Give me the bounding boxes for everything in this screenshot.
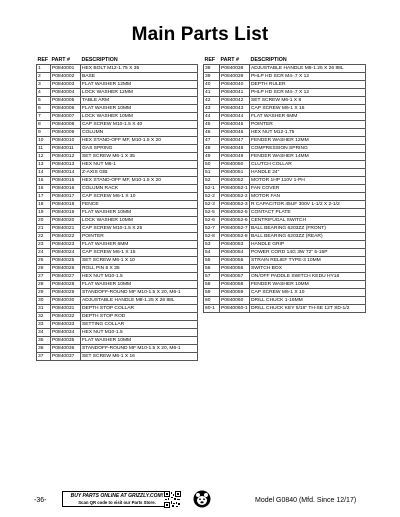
ref-cell: 39 (204, 73, 220, 81)
table-row (204, 265, 366, 273)
part-number-cell: P0840033 (51, 321, 81, 329)
description-cell: SET SCREW M6-1 X 8 (250, 97, 366, 105)
ref-cell: 40 (204, 81, 220, 89)
description-cell: CAP SCREW M10-1.5 X 40 (81, 121, 198, 129)
description-cell: BALL BEARING 6203ZZ (REAR) (250, 233, 366, 241)
description-header: DESCRIPTION (250, 57, 287, 63)
table-row (37, 185, 198, 193)
table-row (37, 281, 198, 289)
description-header: DESCRIPTION (81, 57, 118, 63)
ref-cell: 59 (204, 289, 220, 297)
table-row (37, 265, 198, 273)
description-cell: POWER CORD 14G 3W 72" 5-15P (250, 249, 366, 257)
table-row (37, 121, 198, 129)
description-cell: SET SCREW M6-1 X 16 (81, 353, 198, 361)
part-number-cell: P0840010 (51, 137, 81, 145)
ref-cell: 50 (204, 161, 220, 169)
part-number-cell: P0840021 (51, 225, 81, 233)
description-cell: HEX STAND-OFF MF, M10-1.5 X 20 (81, 137, 198, 145)
ref-cell: 13 (37, 161, 51, 169)
table-row (37, 177, 198, 185)
model-label: Model G0840 (Mfd. Since 12/17) (255, 497, 357, 504)
part-number-cell: P0840050 (220, 161, 250, 169)
part-number-cell: P0840004 (51, 89, 81, 97)
description-cell: HEX NUT M6-1 (81, 161, 198, 169)
description-cell: LOCK WASHER 12MM (81, 89, 198, 97)
part-number-cell: P0840032 (51, 313, 81, 321)
table-row (204, 241, 366, 249)
table-row (37, 321, 198, 329)
table-row (37, 273, 198, 281)
part-number-cell: P0840003 (51, 81, 81, 89)
table-row (37, 209, 198, 217)
table-row (37, 193, 198, 201)
description-cell: HEX STAND-OFF MF, M10-1.5 X 20 (81, 177, 198, 185)
part-number-cell: P0840023 (51, 241, 81, 249)
description-cell: DEPTH STOP ROD (81, 313, 198, 321)
ref-cell: 52-8 (204, 233, 220, 241)
description-cell: FLAT WASHER 6MM (250, 113, 366, 121)
part-number-cell: P0840019 (51, 209, 81, 217)
ref-cell: 54 (204, 249, 220, 257)
ref-cell: 52-2 (204, 193, 220, 201)
table-row (204, 289, 366, 297)
part-number-cell: P0840060-1 (221, 306, 248, 311)
part-number-cell: P0840056 (220, 265, 250, 273)
part-number-cell: P0840041 (220, 89, 250, 97)
part-number-cell: P0840011 (51, 145, 81, 153)
table-row (37, 129, 198, 137)
description-cell: TABLE ARM (81, 97, 198, 105)
part-number-cell: P0840052-1 (221, 186, 248, 191)
part-number-cell: P0840058 (220, 281, 250, 289)
part-number-cell: P0840025 (51, 257, 81, 265)
table-row (37, 249, 198, 257)
table-row (204, 209, 366, 217)
description-cell: HANDLE GRIP (250, 241, 366, 249)
table-row (37, 241, 198, 249)
ref-cell: 52-3 (204, 201, 220, 209)
table-row (204, 297, 366, 305)
description-cell: MOTOR 1HP 110V 1-PH (250, 177, 366, 185)
part-number-cell: P0840060 (220, 297, 250, 305)
part-number-cell: P0840059 (220, 289, 250, 297)
table-row (37, 225, 198, 233)
table-row (204, 233, 366, 241)
part-number-cell: P0840052-2 (221, 194, 248, 199)
ref-cell: 6 (37, 105, 51, 113)
part-number-cell: P0840002 (51, 73, 81, 81)
part-number-cell: P0840052-3 (221, 202, 248, 207)
ref-cell: 28 (37, 281, 51, 289)
ref-header: REF (204, 57, 216, 63)
description-cell: CONTACT PLATE (250, 209, 366, 217)
ref-cell: 18 (37, 201, 51, 209)
ref-cell: 57 (204, 273, 220, 281)
ref-cell: 15 (37, 177, 51, 185)
part-number-cell: P0840044 (220, 113, 250, 121)
description-cell: STANDOFF-ROUND MF M10-1.5 X 20, M6-1 (81, 289, 198, 297)
ref-cell: 21 (37, 225, 51, 233)
description-cell: STANDOFF-ROUND MF M10-1.5 X 20, M6-1 (81, 345, 198, 353)
part-number-cell: P0840049 (220, 153, 250, 161)
table-row (204, 305, 366, 313)
description-cell: CENTRIFUGAL SWITCH (250, 217, 366, 225)
description-cell: CAP SCREW M6-1 X 10 (250, 289, 366, 297)
table-row (204, 145, 366, 153)
part-number-cell: P0840052-7 (221, 226, 248, 231)
ref-cell: 58 (204, 281, 220, 289)
description-cell: SETTING COLLAR (81, 321, 198, 329)
ref-cell: 43 (204, 105, 220, 113)
part-number-cell: P0840008 (51, 121, 81, 129)
ref-cell: 31 (37, 305, 51, 313)
description-cell: CAP SCREW M6-1 X 15 (250, 105, 366, 113)
ref-cell: 52-6 (204, 217, 220, 225)
description-cell: HEX NUT M10-1.5 (81, 273, 198, 281)
table-row (37, 305, 198, 313)
description-cell: POINTER (250, 121, 366, 129)
ref-cell: 52 (204, 177, 220, 185)
table-row (204, 177, 366, 185)
table-row (37, 97, 198, 105)
ref-cell: 32 (37, 313, 51, 321)
ref-cell: 23 (37, 241, 51, 249)
ref-cell: 12 (37, 153, 51, 161)
description-cell: LOCK WASHER 10MM (81, 113, 198, 121)
table-row (37, 169, 198, 177)
description-cell: FENDER WASHER 12MM (250, 137, 366, 145)
description-cell: DRILL CHUCK 1-16MM (250, 297, 366, 305)
part-number-cell: P0840009 (51, 129, 81, 137)
part-number-cell: P0840039 (220, 73, 250, 81)
part-number-cell: P0840055 (220, 257, 250, 265)
description-cell: FLAT WASHER 10MM (81, 281, 198, 289)
part-number-cell: P0840047 (220, 137, 250, 145)
ref-cell: 45 (204, 121, 220, 129)
description-cell: COLUMN RACK (81, 185, 198, 193)
part-number-cell: P0840022 (51, 233, 81, 241)
ref-cell: 20 (37, 217, 51, 225)
table-row (204, 185, 366, 193)
part-number-cell: P0840057 (220, 273, 250, 281)
table-row (37, 257, 198, 265)
ref-cell: 9 (37, 129, 51, 137)
promo-subline: Scan QR code to visit our Parts Store. (78, 500, 156, 505)
ref-cell: 60-1 (204, 305, 220, 313)
part-number-cell: P0840052-8 (221, 234, 248, 239)
part-number-cell: P0840026 (51, 265, 81, 273)
table-row (204, 81, 366, 89)
table-row (37, 289, 198, 297)
qr-code-icon[interactable] (164, 491, 181, 508)
ref-cell: 52-1 (204, 185, 220, 193)
part-number-cell: P0840052-5 (221, 210, 248, 215)
description-cell: MOTOR FAN (250, 193, 366, 201)
description-cell: R CAPACITOR 45UF 300V 1-1/2 X 2-1/2 (250, 201, 366, 209)
ref-cell: 41 (204, 89, 220, 97)
description-cell: HEX BOLT M12-1.75 X 35 (81, 65, 198, 73)
description-cell: BASE (81, 73, 198, 81)
ref-cell: 4 (37, 89, 51, 97)
table-row (37, 161, 198, 169)
ref-cell: 42 (204, 97, 220, 105)
parts-table-right (203, 56, 366, 313)
part-number-cell: P0840016 (51, 185, 81, 193)
table-row (204, 65, 366, 73)
ref-cell: 24 (37, 249, 51, 257)
part-number-cell: P0840027 (51, 273, 81, 281)
description-cell: FENCE (81, 201, 198, 209)
ref-cell: 34 (37, 329, 51, 337)
ref-cell: 1 (37, 65, 51, 73)
table-header-row (37, 56, 198, 65)
table-row (204, 169, 366, 177)
description-cell: CAP SCREW M10-1.5 X 25 (81, 225, 198, 233)
description-cell: FLAT WASHER 10MM (81, 209, 198, 217)
page-footer (0, 488, 400, 510)
part-number-cell: P0840014 (51, 169, 81, 177)
ref-cell: 10 (37, 137, 51, 145)
description-cell: PHLP HD SCR M4-.7 X 12 (250, 89, 366, 97)
ref-cell: 14 (37, 169, 51, 177)
ref-cell: 46 (204, 129, 220, 137)
description-cell: HEX NUT M12-1.75 (250, 129, 366, 137)
ref-cell: 35 (37, 337, 51, 345)
ref-cell: 3 (37, 81, 51, 89)
table-row (37, 81, 198, 89)
table-row (37, 313, 198, 321)
part-number-cell: P0840038 (220, 65, 250, 73)
table-row (204, 225, 366, 233)
parts-store-banner[interactable] (62, 491, 172, 507)
description-cell: FENDER WASHER 14MM (250, 153, 366, 161)
description-cell: COMPRESSION SPRING (250, 145, 366, 153)
table-row (204, 97, 366, 105)
description-cell: PHLP HD SCR M4-.7 X 12 (250, 73, 366, 81)
ref-cell: 22 (37, 233, 51, 241)
table-row (37, 345, 198, 353)
table-row (204, 73, 366, 81)
part-number-cell: P0840007 (51, 113, 81, 121)
ref-header: REF (37, 57, 49, 63)
table-row (204, 193, 366, 201)
table-row (204, 129, 366, 137)
table-row (37, 353, 198, 361)
part-number-cell: P0840028 (51, 281, 81, 289)
part-number-header: PART # (220, 57, 239, 63)
description-cell: GAS SPRING (81, 145, 198, 153)
part-number-cell: P0840012 (51, 153, 81, 161)
ref-cell: 26 (37, 265, 51, 273)
bear-logo-icon (193, 490, 211, 508)
part-number-cell: P0840005 (51, 97, 81, 105)
table-row (204, 105, 366, 113)
part-number-cell: P0840043 (220, 105, 250, 113)
part-number-cell: P0840006 (51, 105, 81, 113)
part-number-cell: P0840029 (51, 289, 81, 297)
page-number: -36- (34, 497, 47, 504)
table-row (204, 153, 366, 161)
table-row (204, 273, 366, 281)
ref-cell: 17 (37, 193, 51, 201)
part-number-cell: P0840017 (51, 193, 81, 201)
part-number-cell: P0840052-6 (221, 218, 248, 223)
part-number-cell: P0840031 (51, 305, 81, 313)
ref-cell: 29 (37, 289, 51, 297)
table-row (37, 73, 198, 81)
ref-cell: 30 (37, 297, 51, 305)
description-cell: CAP SCREW M6-1 X 10 (81, 193, 198, 201)
description-cell: DEPTH STOP COLLAR (81, 305, 198, 313)
description-cell: ON/OFF PADDLE SWITCH KEDU HY18 (250, 273, 366, 281)
ref-cell: 56 (204, 265, 220, 273)
ref-cell: 55 (204, 257, 220, 265)
table-row (204, 121, 366, 129)
ref-cell: 52-7 (204, 225, 220, 233)
ref-cell: 60 (204, 297, 220, 305)
description-cell: SWITCH BOX (250, 265, 366, 273)
ref-cell: 8 (37, 121, 51, 129)
part-number-cell: P0840020 (51, 217, 81, 225)
part-number-cell: P0840001 (51, 65, 81, 73)
table-row (37, 329, 198, 337)
table-row (37, 201, 198, 209)
part-number-cell: P0840036 (51, 345, 81, 353)
parts-table-left (36, 56, 198, 361)
table-row (37, 113, 198, 121)
ref-cell: 47 (204, 137, 220, 145)
part-number-cell: P0840052 (220, 177, 250, 185)
page-title: Main Parts List (131, 24, 269, 45)
description-cell: LOCK WASHER 10MM (81, 217, 198, 225)
table-row (37, 137, 198, 145)
description-cell: STRAIN RELIEF TYPE-3 10MM (250, 257, 366, 265)
description-cell: FENDER WASHER 10MM (250, 281, 366, 289)
ref-cell: 16 (37, 185, 51, 193)
table-row (37, 337, 198, 345)
description-cell: FLAT WASHER 10MM (81, 337, 198, 345)
description-cell: DRILL CHUCK KEY 5/16" TH-SE 12T SD-1/2 (250, 305, 366, 313)
ref-cell: 37 (37, 353, 51, 361)
description-cell: CAP SCREW M6-1 X 15 (81, 249, 198, 257)
ref-cell: 53 (204, 241, 220, 249)
part-number-cell: P0840015 (51, 177, 81, 185)
part-number-cell: P0840034 (51, 329, 81, 337)
ref-cell: 33 (37, 321, 51, 329)
table-row (37, 153, 198, 161)
ref-cell: 5 (37, 97, 51, 105)
part-number-cell: P0840051 (220, 169, 250, 177)
ref-cell: 11 (37, 145, 51, 153)
ref-cell: 27 (37, 273, 51, 281)
description-cell: CLUTCH COLLAR (250, 161, 366, 169)
description-cell: Z-AXIS GIB (81, 169, 198, 177)
part-number-cell: P0840045 (220, 121, 250, 129)
description-cell: BALL BEARING 6203ZZ (FRONT) (250, 225, 366, 233)
description-cell: HANDLE 24" (250, 169, 366, 177)
part-number-cell: P0840018 (51, 201, 81, 209)
table-row (37, 297, 198, 305)
ref-cell: 7 (37, 113, 51, 121)
ref-cell: 52-5 (204, 209, 220, 217)
description-cell: FLAT WASHER 12MM (81, 81, 198, 89)
table-row (37, 65, 198, 73)
table-row (37, 233, 198, 241)
description-cell: ADJUSTABLE HANDLE M8-1.25 X 26 88L (250, 65, 366, 73)
ref-cell: 25 (37, 257, 51, 265)
description-cell: FAN COVER (250, 185, 366, 193)
table-row (204, 89, 366, 97)
description-cell: SET SCREW M6-1 X 10 (81, 257, 198, 265)
ref-cell: 49 (204, 153, 220, 161)
part-number-cell: P0840053 (220, 241, 250, 249)
part-number-cell: P0840042 (220, 97, 250, 105)
ref-cell: 2 (37, 73, 51, 81)
part-number-cell: P0840046 (220, 129, 250, 137)
table-row (204, 257, 366, 265)
table-row (37, 105, 198, 113)
ref-cell: 48 (204, 145, 220, 153)
description-cell: COLUMN (81, 129, 198, 137)
description-cell: FLAT WASHER 6MM (81, 241, 198, 249)
description-cell: POINTER (81, 233, 198, 241)
table-row (204, 281, 366, 289)
description-cell: DEPTH RULER (250, 81, 366, 89)
ref-cell: 36 (37, 345, 51, 353)
table-row (204, 137, 366, 145)
part-number-cell: P0840040 (220, 81, 250, 89)
table-row (37, 145, 198, 153)
part-number-cell: P0840037 (51, 353, 81, 361)
description-cell: ADJUSTABLE HANDLE M8-1.25 X 26 88L (81, 297, 198, 305)
part-number-cell: P0840030 (51, 297, 81, 305)
part-number-cell: P0840024 (51, 249, 81, 257)
table-row (204, 113, 366, 121)
part-number-cell: P0840054 (220, 249, 250, 257)
description-cell: SET SCREW M6-1 X 35 (81, 153, 198, 161)
ref-cell: 38 (204, 65, 220, 73)
description-cell: ROLL PIN 6 X 35 (81, 265, 198, 273)
promo-headline: BUY PARTS ONLINE AT GRIZZLY.COM! (70, 493, 164, 499)
table-row (37, 89, 198, 97)
table-header-row (204, 56, 366, 65)
description-cell: HEX NUT M10-1.5 (81, 329, 198, 337)
part-number-header: PART # (51, 57, 70, 63)
ref-cell: 44 (204, 113, 220, 121)
description-cell: FLAT WASHER 10MM (81, 105, 198, 113)
part-number-cell: P0840013 (51, 161, 81, 169)
table-row (204, 161, 366, 169)
ref-cell: 19 (37, 209, 51, 217)
part-number-cell: P0840048 (220, 145, 250, 153)
ref-cell: 51 (204, 169, 220, 177)
table-row (204, 201, 366, 209)
table-row (37, 217, 198, 225)
part-number-cell: P0840035 (51, 337, 81, 345)
table-row (204, 217, 366, 225)
table-row (204, 249, 366, 257)
